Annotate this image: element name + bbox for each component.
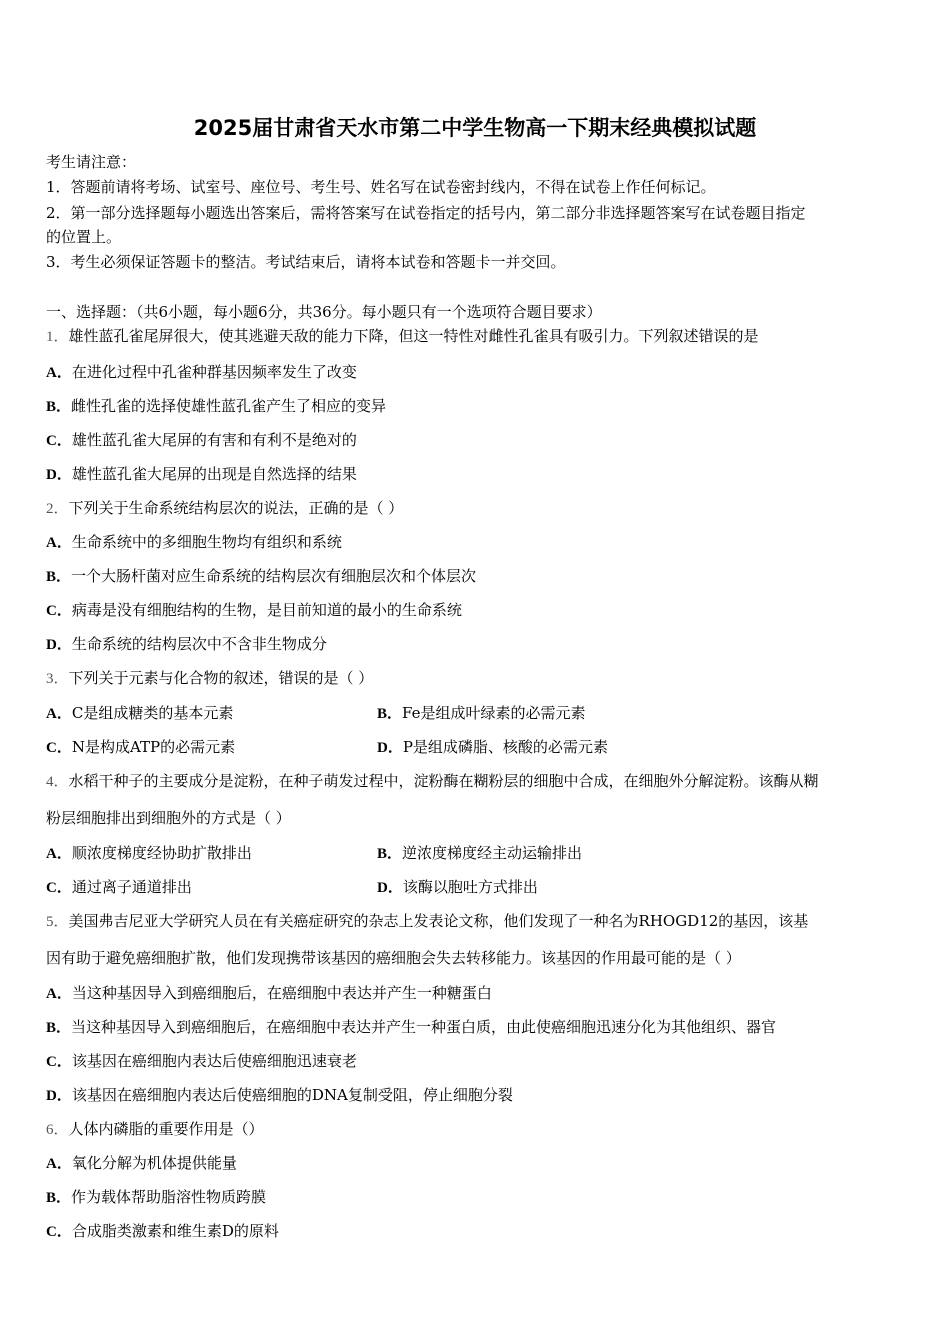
option-row [46,1187,266,1208]
option-letter: A． [46,986,72,1002]
option-row [377,877,538,898]
option-text: 该酶以胞吐方式排出 [402,878,538,896]
option-text: 该基因在癌细胞内表达后使癌细胞的DNA复制受阻，停止细胞分裂 [71,1086,513,1104]
option-row [46,737,235,758]
option-letter: A． [46,706,72,722]
question-stem [46,498,403,519]
notice-line: 3．考生必须保证答题卡的整洁。考试结束后，请将本试卷和答题卡一并交回。 [46,253,566,271]
option-letter: B． [46,1190,72,1206]
option-text: C是组成糖类的基本元素 [71,704,234,722]
option-text: 作为载体帮助脂溶性物质跨膜 [71,1188,267,1206]
question-stem [46,668,373,689]
option-text: 病毒是没有细胞结构的生物，是目前知道的最小的生命系统 [71,601,462,619]
option-row [46,877,192,898]
question-text: 下列关于生命系统结构层次的说法，正确的是（ ） [68,499,404,517]
question-number: 3． [46,671,69,687]
option-letter: C． [46,1224,72,1240]
question-stem [46,1119,264,1140]
option-text: 氧化分解为机体提供能量 [71,1154,237,1172]
question-stem-continued: 粉层细胞排出到细胞外的方式是（ ） [46,809,291,827]
option-text: 生命系统中的多细胞生物均有组织和系统 [71,533,342,551]
option-text: 合成脂类激素和维生素D的原料 [71,1222,279,1240]
option-row [46,532,342,553]
question-number: 6． [46,1122,69,1138]
option-letter: D． [46,467,72,483]
option-letter: B． [46,399,72,415]
option-letter: B． [46,569,72,585]
option-row [46,396,386,417]
option-row [377,737,608,758]
option-row [46,1051,357,1072]
option-letter: D． [377,740,403,756]
option-letter: A． [46,846,72,862]
option-letter: D． [46,1088,72,1104]
option-letter: C． [46,740,72,756]
option-letter: A． [46,365,72,381]
option-row [46,464,357,485]
option-row [46,843,252,864]
question-text: 雄性蓝孔雀尾屏很大，使其逃避天敌的能力下降，但这一特性对雌性孔雀具有吸引力。下列叙述错误的是 [68,327,759,345]
option-row [377,843,582,864]
notice-line: 的位置上。 [46,228,122,246]
question-number: 5． [46,914,69,930]
option-text: 当这种基因导入到癌细胞后，在癌细胞中表达并产生一种糖蛋白 [71,984,492,1002]
option-letter: D． [46,637,72,653]
notice-line: 2．第一部分选择题每小题选出答案后，需将答案写在试卷指定的括号内，第二部分非选择题答案写在试卷题目指定 [46,204,806,222]
notice-line: 1．答题前请将考场、试室号、座位号、考生号、姓名写在试卷密封线内，不得在试卷上作任何标记。 [46,178,716,196]
option-letter: B． [377,846,403,862]
option-letter: C． [46,603,72,619]
question-number: 4． [46,774,69,790]
question-text: 下列关于元素与化合物的叙述，错误的是（ ） [68,669,374,687]
option-row [377,703,585,724]
option-row [46,1085,513,1106]
option-row [46,983,492,1004]
option-row [46,362,357,383]
option-letter: C． [46,880,72,896]
option-text: 雄性蓝孔雀大尾屏的有害和有利不是绝对的 [71,431,357,449]
option-row [46,430,357,451]
page-title: 2025届甘肃省天水市第二中学生物高一下期末经典模拟试题 [193,116,757,140]
option-text: 在进化过程中孔雀种群基因频率发生了改变 [71,363,357,381]
option-text: 雌性孔雀的选择使雄性蓝孔雀产生了相应的变异 [71,397,387,415]
option-text: 该基因在癌细胞内表达后使癌细胞迅速衰老 [71,1052,357,1070]
option-text: 当这种基因导入到癌细胞后，在癌细胞中表达并产生一种蛋白质，由此使癌细胞迅速分化为其他组织、器官 [71,1018,777,1036]
option-letter: A． [46,1156,72,1172]
question-stem [46,911,808,932]
question-text: 人体内磷脂的重要作用是（） [68,1120,264,1138]
option-letter: B． [377,706,403,722]
option-row [46,1221,279,1242]
notice-heading: 考生请注意： [46,153,137,171]
question-number: 2． [46,501,69,517]
option-row [46,1017,776,1038]
option-text: Fe是组成叶绿素的必需元素 [402,704,586,722]
option-row [46,703,233,724]
option-letter: D． [377,880,403,896]
option-text: 逆浓度梯度经主动运输排出 [402,844,583,862]
option-row [46,634,327,655]
option-letter: B． [46,1020,72,1036]
section-heading: 一、选择题：（共6小题，每小题6分，共36分。每小题只有一个选项符合题目要求） [46,303,602,321]
option-text: 生命系统的结构层次中不含非生物成分 [71,635,327,653]
question-text: 水稻干种子的主要成分是淀粉，在种子萌发过程中，淀粉酶在糊粉层的细胞中合成，在细胞外分解淀粉。该酶从糊 [68,772,819,790]
option-text: 顺浓度梯度经协助扩散排出 [71,844,252,862]
question-stem-continued: 因有助于避免癌细胞扩散，他们发现携带该基因的癌细胞会失去转移能力。该基因的作用最可能的是（ ） [46,949,741,967]
option-text: N是构成ATP的必需元素 [71,738,236,756]
option-row [46,600,462,621]
question-stem [46,771,819,792]
option-text: 雄性蓝孔雀大尾屏的出现是自然选择的结果 [71,465,357,483]
option-row [46,1153,237,1174]
option-text: P是组成磷脂、核酸的必需元素 [402,738,608,756]
question-stem [46,326,759,347]
option-row [46,566,476,587]
option-letter: C． [46,1054,72,1070]
question-text: 美国弗吉尼亚大学研究人员在有关癌症研究的杂志上发表论文称，他们发现了一种名为RHOGD12的基因，该基 [68,912,809,930]
option-letter: C． [46,433,72,449]
option-text: 一个大肠杆菌对应生命系统的结构层次有细胞层次和个体层次 [71,567,477,585]
option-text: 通过离子通道排出 [71,878,192,896]
option-letter: A． [46,535,72,551]
question-number: 1． [46,329,69,345]
